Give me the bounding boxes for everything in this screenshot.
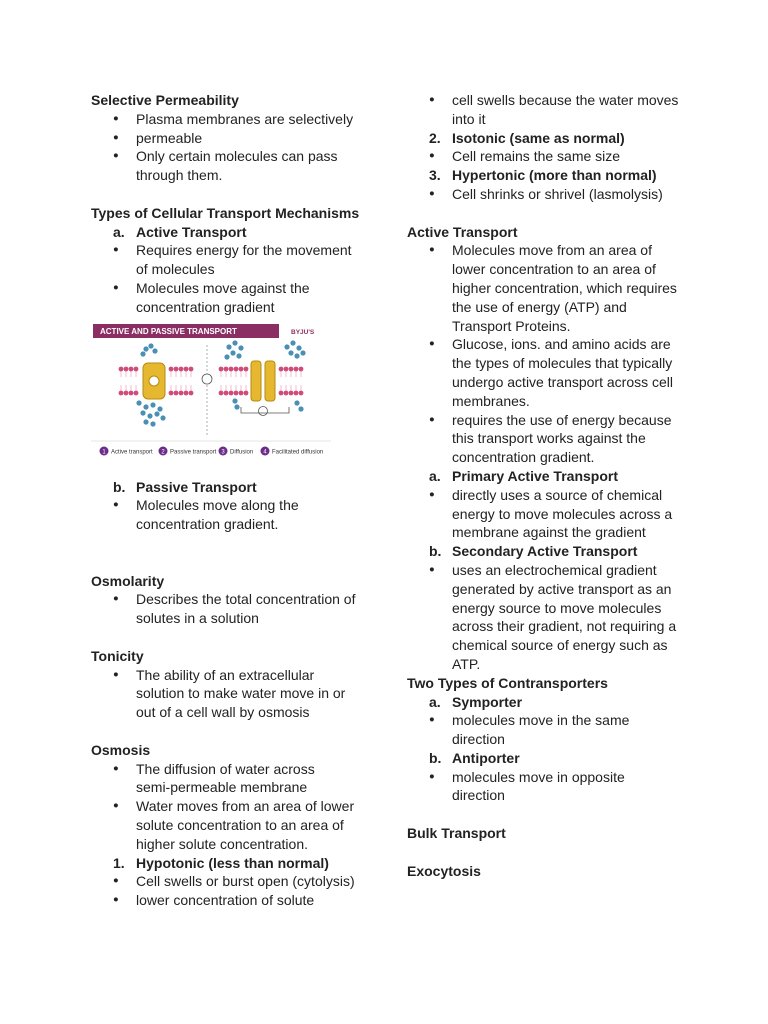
bullet-continuation: chemical source of energy such as [452,637,668,654]
spacer [91,553,381,572]
bullet-continuation: Transport Proteins. [452,317,571,334]
bullet-item: ● Molecules move from an area of [407,241,697,260]
bullet-item: ● Glucose, ions. and amino acids are [407,335,697,354]
bullet-continuation: ATP. [452,655,481,672]
list-item-symporter: a. Symporter [429,693,523,710]
molecule-dot [294,400,299,405]
molecule-dot [140,351,145,356]
lipid-head [124,390,129,395]
bullet-continuation: energy to move molecules across a [452,505,673,522]
spacer [91,185,381,204]
legend-label: Diffusion [230,449,254,456]
list-marker: b. [429,543,442,560]
lipid-head [184,390,189,395]
bullet-item: ● Describes the total concentration of [91,590,381,609]
molecule-dot [152,348,157,353]
bullet-item: ● requires the use of energy because [407,411,697,430]
bullet-continuation: generated by active transport as an [452,580,672,597]
legend-number: 3 [221,449,225,456]
list-marker: a. [429,693,441,710]
right-column [407,91,697,880]
molecule-dot [157,406,162,411]
lipid-head [189,390,194,395]
bullet-continuation: through them. [136,167,223,184]
molecule-dot [230,350,235,355]
channel-protein-right [265,361,275,401]
lipid-head [244,390,249,395]
list-marker: b. [113,478,126,495]
lipid-head [294,366,299,371]
bullet-continuation: the types of molecules that typically [452,355,673,372]
lipid-head [239,366,244,371]
lipid-head [184,366,189,371]
list-item-primary-active: a. Primary Active Transport [429,467,618,484]
bullet-continuation: solutes in a solution [136,610,259,627]
bullet-item: ● Molecules move against the [91,279,381,298]
lipid-head [124,366,129,371]
lipid-head [174,390,179,395]
lipid-head [134,390,139,395]
bullet-item: ● Molecules move along the [91,496,381,515]
lipid-head [234,390,239,395]
list-item-hypertonic: 3. Hypertonic (more than normal) [429,167,657,184]
lipid-head [129,390,134,395]
molecule-dot [154,411,159,416]
molecule-dot [143,404,148,409]
lipid-head [284,366,289,371]
channel-protein-left [251,361,261,401]
lipid-head [179,366,184,371]
molecule-dot [150,402,155,407]
list-item-hypotonic: 1. Hypotonic (less than normal) [113,854,329,871]
bullet-continuation: solute concentration to an area of [136,816,344,833]
lipid-head [229,390,234,395]
lipid-head [299,390,304,395]
lipid-head [169,390,174,395]
bullet-item: ● Requires energy for the movement [91,241,381,260]
bullet-item: ● The ability of an extracellular [91,666,381,685]
bullet-item: ● Water moves from an area of lower [91,797,381,816]
transport-diagram [91,323,331,473]
molecule-dot [300,350,305,355]
lipid-head [284,390,289,395]
molecule-dot [143,346,148,351]
bullet-continuation: membranes. [452,392,530,409]
molecule-dot [298,406,303,411]
lipid-head [134,366,139,371]
heading-active-transport: Active Transport [407,223,518,240]
step-marker [202,374,212,384]
bullet-continuation: undergo active transport across cell [452,373,673,390]
molecule-dot [232,398,237,403]
bullet-continuation: this transport works against the [452,430,646,447]
list-marker: b. [429,749,442,766]
heading-exocytosis: Exocytosis [407,862,481,879]
lipid-head [299,366,304,371]
bullet-item: ● Cell swells or burst open (cytolysis) [91,872,381,891]
spacer [91,722,381,741]
list-marker: a. [429,467,441,484]
molecule-dot [224,354,229,359]
bullet-item: ● The diffusion of water across [91,760,381,779]
legend-label: Passive transport [170,449,217,456]
list-item-isotonic: 2. Isotonic (same as normal) [429,129,625,146]
lipid-head [189,366,194,371]
molecule-dot [290,340,295,345]
lipid-head [169,366,174,371]
molecule-dot [288,350,293,355]
figure-header-text: ACTIVE AND PASSIVE TRANSPORT [100,326,237,336]
molecule-dot [136,400,141,405]
lipid-head [234,366,239,371]
lipid-head [289,366,294,371]
lipid-head [279,390,284,395]
lipid-head [219,366,224,371]
bullet-continuation: higher solute concentration. [136,835,308,852]
bullet-item: ● cell swells because the water moves [407,91,697,110]
lipid-head [174,366,179,371]
bullet-continuation: concentration gradient. [452,449,595,466]
bullet-item: ● Plasma membranes are selectively [91,110,381,129]
bullet-continuation: semi-permeable membrane [136,779,308,796]
list-item-passive-transport: b. Passive Transport [113,478,257,495]
bullet-item: ● directly uses a source of chemical [407,486,697,505]
spacer [407,805,697,824]
bullet-continuation: of molecules [136,261,215,278]
lipid-head [224,366,229,371]
bullet-item: ● Cell remains the same size [407,147,697,166]
molecule-dot [150,421,155,426]
lipid-head [244,366,249,371]
bullet-continuation: lower concentration to an area of [452,261,656,278]
legend-label: Active transport [111,449,153,456]
molecule-dot [238,345,243,350]
spacer [407,843,697,862]
lipid-head [294,390,299,395]
lipid-head [289,390,294,395]
bullet-continuation: solution to make water move in or [136,685,346,702]
bullet-continuation: membrane against the gradient [452,524,646,541]
heading-contransporters: Two Types of Contransporters [407,674,608,691]
heading-types-of-transport: Types of Cellular Transport Mechanisms [91,204,360,221]
molecule-dot [143,419,148,424]
bullet-item: ● Cell shrinks or shrivel (lasmolysis) [407,185,697,204]
legend-number: 2 [161,449,165,456]
step-marker [259,406,268,415]
bullet-item: ● molecules move in opposite [407,768,697,787]
lipid-head [224,390,229,395]
legend-number: 4 [263,449,267,456]
lipid-head [219,390,224,395]
list-item-active-transport: a. Active Transport [113,223,247,240]
molecule-dot [234,404,239,409]
bullet-item: ● uses an electrochemical gradient [407,561,697,580]
molecule-dot [284,344,289,349]
list-item-antiporter: b. Antiporter [429,749,520,766]
bullet-continuation: into it [452,110,486,127]
bullet-continuation: out of a cell wall by osmosis [136,704,310,721]
lipid-head [119,366,124,371]
figure-logo: BYJU'S [291,328,315,336]
atp-circle [149,376,159,386]
lipid-head [179,390,184,395]
molecule-dot [226,344,231,349]
bullet-item: ● molecules move in the same [407,711,697,730]
molecule-dot [236,353,241,358]
molecule-dot [140,410,145,415]
bullet-continuation: across their gradient, not requiring a [452,618,677,635]
heading-osmolarity: Osmolarity [91,572,165,589]
spacer [91,628,381,647]
list-item-secondary-active: b. Secondary Active Transport [429,543,638,560]
molecule-dot [148,343,153,348]
lipid-head [129,366,134,371]
bullet-item: ● lower concentration of solute [91,891,381,910]
heading-osmosis: Osmosis [91,741,151,758]
bullet-item: ● Only certain molecules can pass [91,147,381,166]
spacer [407,204,697,223]
molecule-dot [294,353,299,358]
legend-number: 1 [102,449,106,456]
lipid-head [279,366,284,371]
heading-tonicity: Tonicity [91,647,144,664]
molecule-dot [160,415,165,420]
heading-bulk-transport: Bulk Transport [407,825,506,842]
bullet-continuation: concentration gradient. [136,516,279,533]
bullet-continuation: concentration gradient [136,298,275,315]
lipid-head [229,366,234,371]
bullet-continuation: direction [452,731,505,748]
lipid-head [119,390,124,395]
list-marker: 1. [113,854,125,871]
legend-label: Facilitated diffusion [272,449,324,456]
molecule-dot [296,345,301,350]
bullet-continuation: ● permeable [91,129,381,148]
molecule-dot [232,340,237,345]
list-marker: a. [113,223,125,240]
lipid-head [239,390,244,395]
molecule-dot [147,413,152,418]
list-marker: 2. [429,129,441,146]
bullet-continuation: the use of energy (ATP) and [452,298,627,315]
transport-figure [91,323,381,473]
bullet-continuation: higher concentration, which requires [452,279,677,296]
list-marker: 3. [429,167,441,184]
bullet-continuation: direction [452,787,505,804]
heading-selective-permeability: Selective Permeability [91,92,239,108]
bullet-continuation: energy source to move molecules [452,599,662,616]
spacer [91,534,381,553]
left-column [91,91,381,910]
